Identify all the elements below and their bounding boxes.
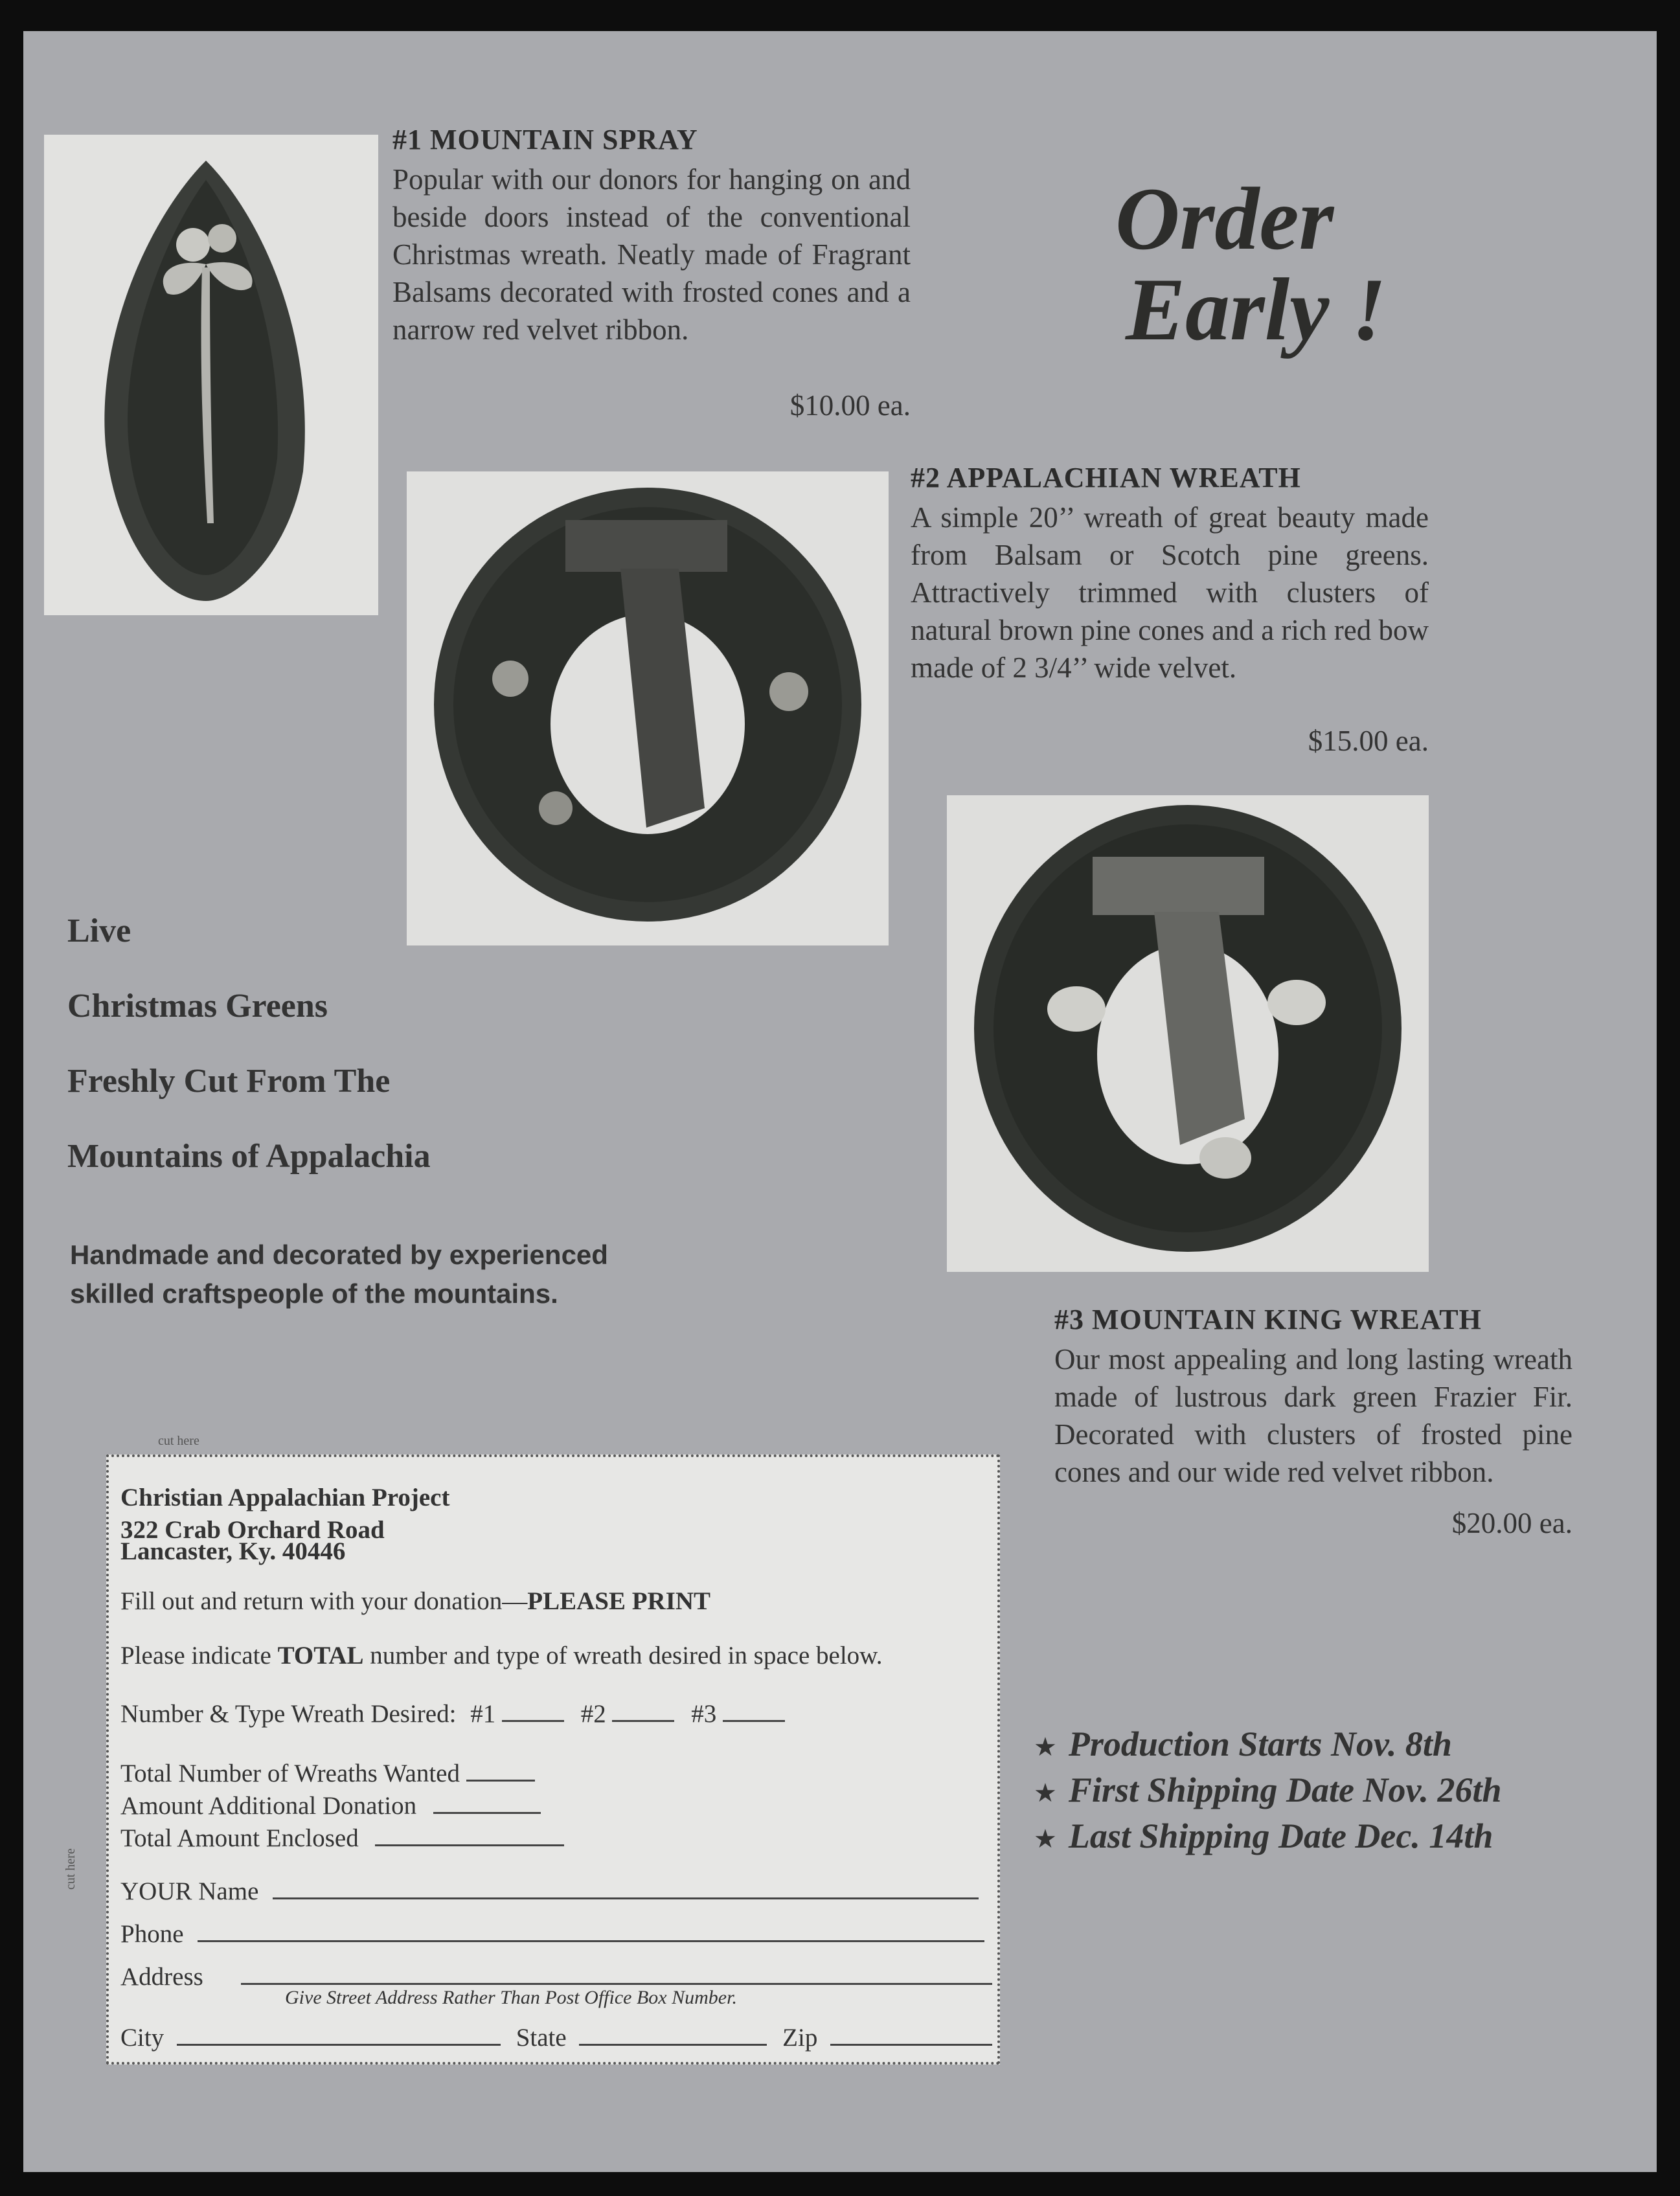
appalachian-wreath-photo [407, 471, 889, 945]
schedule-item: ★ First Shipping Date Nov. 26th [1034, 1771, 1502, 1809]
total-wreaths-field[interactable] [466, 1758, 535, 1782]
mountain-spray-photo [44, 135, 378, 615]
type3-quantity-field[interactable] [723, 1698, 785, 1722]
total-wreaths-row: Total Number of Wreaths Wanted [120, 1758, 535, 1788]
instruction-total: Please indicate TOTAL number and type of wreath desired in space below. [120, 1642, 883, 1670]
name-row: YOUR Name [120, 1875, 979, 1906]
address-line-1: 322 Crab Orchard Road [120, 1516, 385, 1544]
type2-quantity-field[interactable] [612, 1698, 674, 1722]
address-hint: Give Street Address Rather Than Post Office Box Number. [285, 1987, 737, 2008]
state-field[interactable] [579, 2022, 767, 2046]
product-1-price: $10.00 ea. [789, 389, 911, 422]
total-enclosed-row: Total Amount Enclosed [120, 1822, 564, 1853]
city-state-zip-row: City State Zip [120, 2022, 992, 2052]
address-row: Address [120, 1961, 992, 1991]
schedule-list [1034, 1723, 1501, 1861]
handmade-line-1: Handmade and decorated by experienced [70, 1239, 608, 1270]
city-field[interactable] [177, 2022, 501, 2046]
tagline-1: Live [67, 912, 131, 949]
handmade-line-2: skilled craftspeople of the mountains. [70, 1278, 558, 1309]
mountain-king-wreath-photo [947, 795, 1429, 1272]
product-1-title: #1 MOUNTAIN SPRAY [392, 124, 698, 155]
cut-label-side: cut here [63, 1848, 78, 1890]
star-icon: ★ [1034, 1732, 1057, 1762]
product-3-price: $20.00 ea. [1451, 1507, 1572, 1539]
product-1-description: Popular with our donors for hanging on and beside doors instead of the conventional Christmas wreath. Neatly made of Fragrant Balsams decorated with frosted cones and a narrow red velvet ribbon. [392, 163, 911, 346]
tagline-3: Freshly Cut From The [67, 1063, 391, 1100]
instruction-print: Fill out and return with your donation—PLEASE PRINT [120, 1587, 711, 1615]
product-3-description: Our most appealing and long lasting wreath made of lustrous dark green Frazier Fir. Decorated with clusters of frosted pine cones and our wide red velvet ribbon. [1054, 1343, 1572, 1488]
type1-quantity-field[interactable] [502, 1698, 564, 1722]
product-2-description: A simple 20’’ wreath of great beauty made from Balsam or Scotch pine greens. Attractively trimmed with clusters of natural brown pine cones and a rich red bow made of 2 3/4’’ wide velvet. [911, 501, 1429, 684]
phone-field[interactable] [198, 1918, 984, 1942]
order-early-headline [1115, 169, 1387, 359]
order-form [106, 1455, 1000, 2065]
name-field[interactable] [273, 1875, 979, 1899]
tagline-4: Mountains of Appalachia [67, 1138, 431, 1175]
additional-donation-field[interactable] [433, 1790, 541, 1814]
total-enclosed-field[interactable] [375, 1822, 564, 1846]
org-name: Christian Appalachian Project [120, 1484, 450, 1511]
phone-row: Phone [120, 1918, 984, 1949]
schedule-item: ★ Last Shipping Date Dec. 14th [1034, 1817, 1493, 1855]
cut-label-top: cut here [158, 1434, 199, 1448]
star-icon: ★ [1034, 1778, 1057, 1808]
headline-line-1: Order [1115, 169, 1334, 268]
address-line-2: Lancaster, Ky. 40446 [120, 1537, 346, 1565]
wreath-type-row: Number & Type Wreath Desired: #1 #2 #3 [120, 1698, 785, 1728]
product-2-price: $15.00 ea. [1308, 725, 1429, 757]
page [23, 31, 1657, 2172]
product-3-title: #3 MOUNTAIN KING WREATH [1054, 1304, 1482, 1335]
headline-line-2: Early ! [1126, 260, 1387, 359]
org-address [120, 1516, 385, 1565]
address-field[interactable] [241, 1961, 992, 1985]
product-2-title: #2 APPALACHIAN WREATH [911, 462, 1301, 493]
schedule-item: ★ Production Starts Nov. 8th [1034, 1725, 1452, 1763]
additional-donation-row: Amount Additional Donation [120, 1790, 541, 1820]
zip-field[interactable] [830, 2022, 992, 2046]
star-icon: ★ [1034, 1824, 1057, 1854]
handmade-note [70, 1236, 608, 1313]
tagline-2: Christmas Greens [67, 988, 328, 1024]
